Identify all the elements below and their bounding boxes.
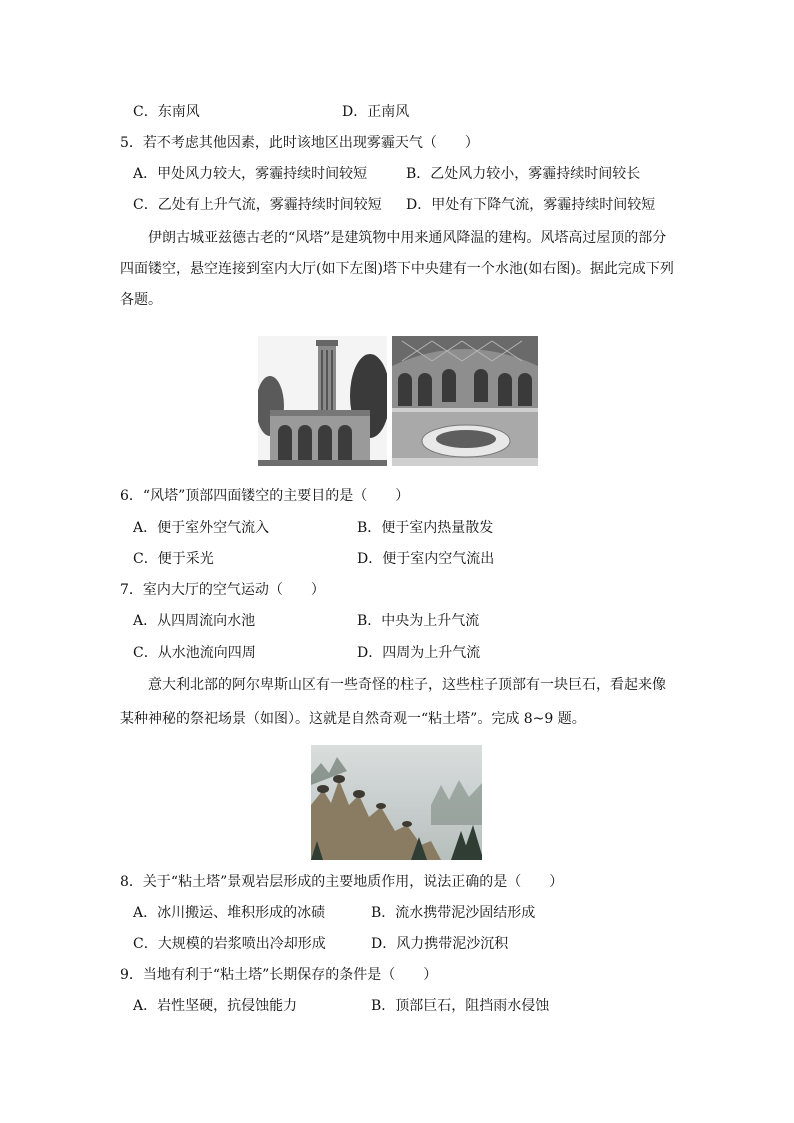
passage1-line3: 各题。 xyxy=(120,292,162,308)
q6-option-d: D．便于室内空气流出 xyxy=(357,551,495,567)
q8-option-a: A．冰川搬运、堆积形成的冰碛 xyxy=(133,905,326,921)
q5-option-b: B．乙处风力较小，雾霾持续时间较长 xyxy=(406,166,641,182)
q8-option-b: B．流水携带泥沙固结形成 xyxy=(371,905,536,921)
q5-stem: 5．若不考虑其他因素，此时该地区出现雾霾天气（ ） xyxy=(120,135,479,151)
q7-option-c: C．从水池流向四周 xyxy=(133,645,256,661)
q8-stem: 8．关于“粘土塔”景观岩层形成的主要地质作用，说法正确的是（ ） xyxy=(120,874,564,890)
q6-option-c: C．便于采光 xyxy=(133,551,214,567)
wind-tower-interior-photo xyxy=(392,336,538,466)
q9-option-b: B．顶部巨石，阻挡雨水侵蚀 xyxy=(371,998,550,1014)
passage2-line1: 意大利北部的阿尔卑斯山区有一些奇怪的柱子，这些柱子顶部有一块巨石，看起来像 xyxy=(148,677,666,693)
q5-option-d: D．甲处有下降气流，雾霾持续时间较短 xyxy=(406,197,656,213)
q9-option-a: A．岩性坚硬，抗侵蚀能力 xyxy=(133,998,298,1014)
wind-tower-exterior-photo xyxy=(258,336,387,466)
q7-option-a: A．从四周流向水池 xyxy=(133,613,256,629)
q4-option-d: D．正南风 xyxy=(342,104,410,120)
q7-option-d: D．四周为上升气流 xyxy=(357,645,481,661)
q8-option-c: C．大规模的岩浆喷出冷却形成 xyxy=(133,936,326,952)
passage2-line2: 某种神秘的祭祀场景（如图）。这就是自然奇观一“粘土塔”。完成 8~9 题。 xyxy=(120,711,586,727)
q6-option-b: B．便于室内热量散发 xyxy=(357,520,494,536)
q6-option-a: A．便于室外空气流入 xyxy=(133,520,270,536)
q7-stem: 7．室内大厅的空气运动（ ） xyxy=(120,582,325,598)
q7-option-b: B．中央为上升气流 xyxy=(357,613,480,629)
passage1-line1: 伊朗古城亚兹德古老的“风塔”是建筑物中用来通风降温的建构。风塔高过屋顶的部分 xyxy=(148,230,667,246)
q5-option-a: A．甲处风力较大，雾霾持续时间较短 xyxy=(133,166,368,182)
q6-stem: 6．“风塔”顶部四面镂空的主要目的是（ ） xyxy=(120,488,410,504)
earth-pyramids-photo xyxy=(311,745,482,860)
passage1-line2: 四面镂空，悬空连接到室内大厅(如下左图)塔下中央建有一个水池(如右图)。据此完成下列 xyxy=(120,261,674,277)
q5-option-c: C．乙处有上升气流，雾霾持续时间较短 xyxy=(133,197,382,213)
q9-stem: 9．当地有利于“粘土塔”长期保存的条件是（ ） xyxy=(120,967,438,983)
q4-option-c: C．东南风 xyxy=(133,104,200,120)
q8-option-d: D．风力携带泥沙沉积 xyxy=(371,936,509,952)
